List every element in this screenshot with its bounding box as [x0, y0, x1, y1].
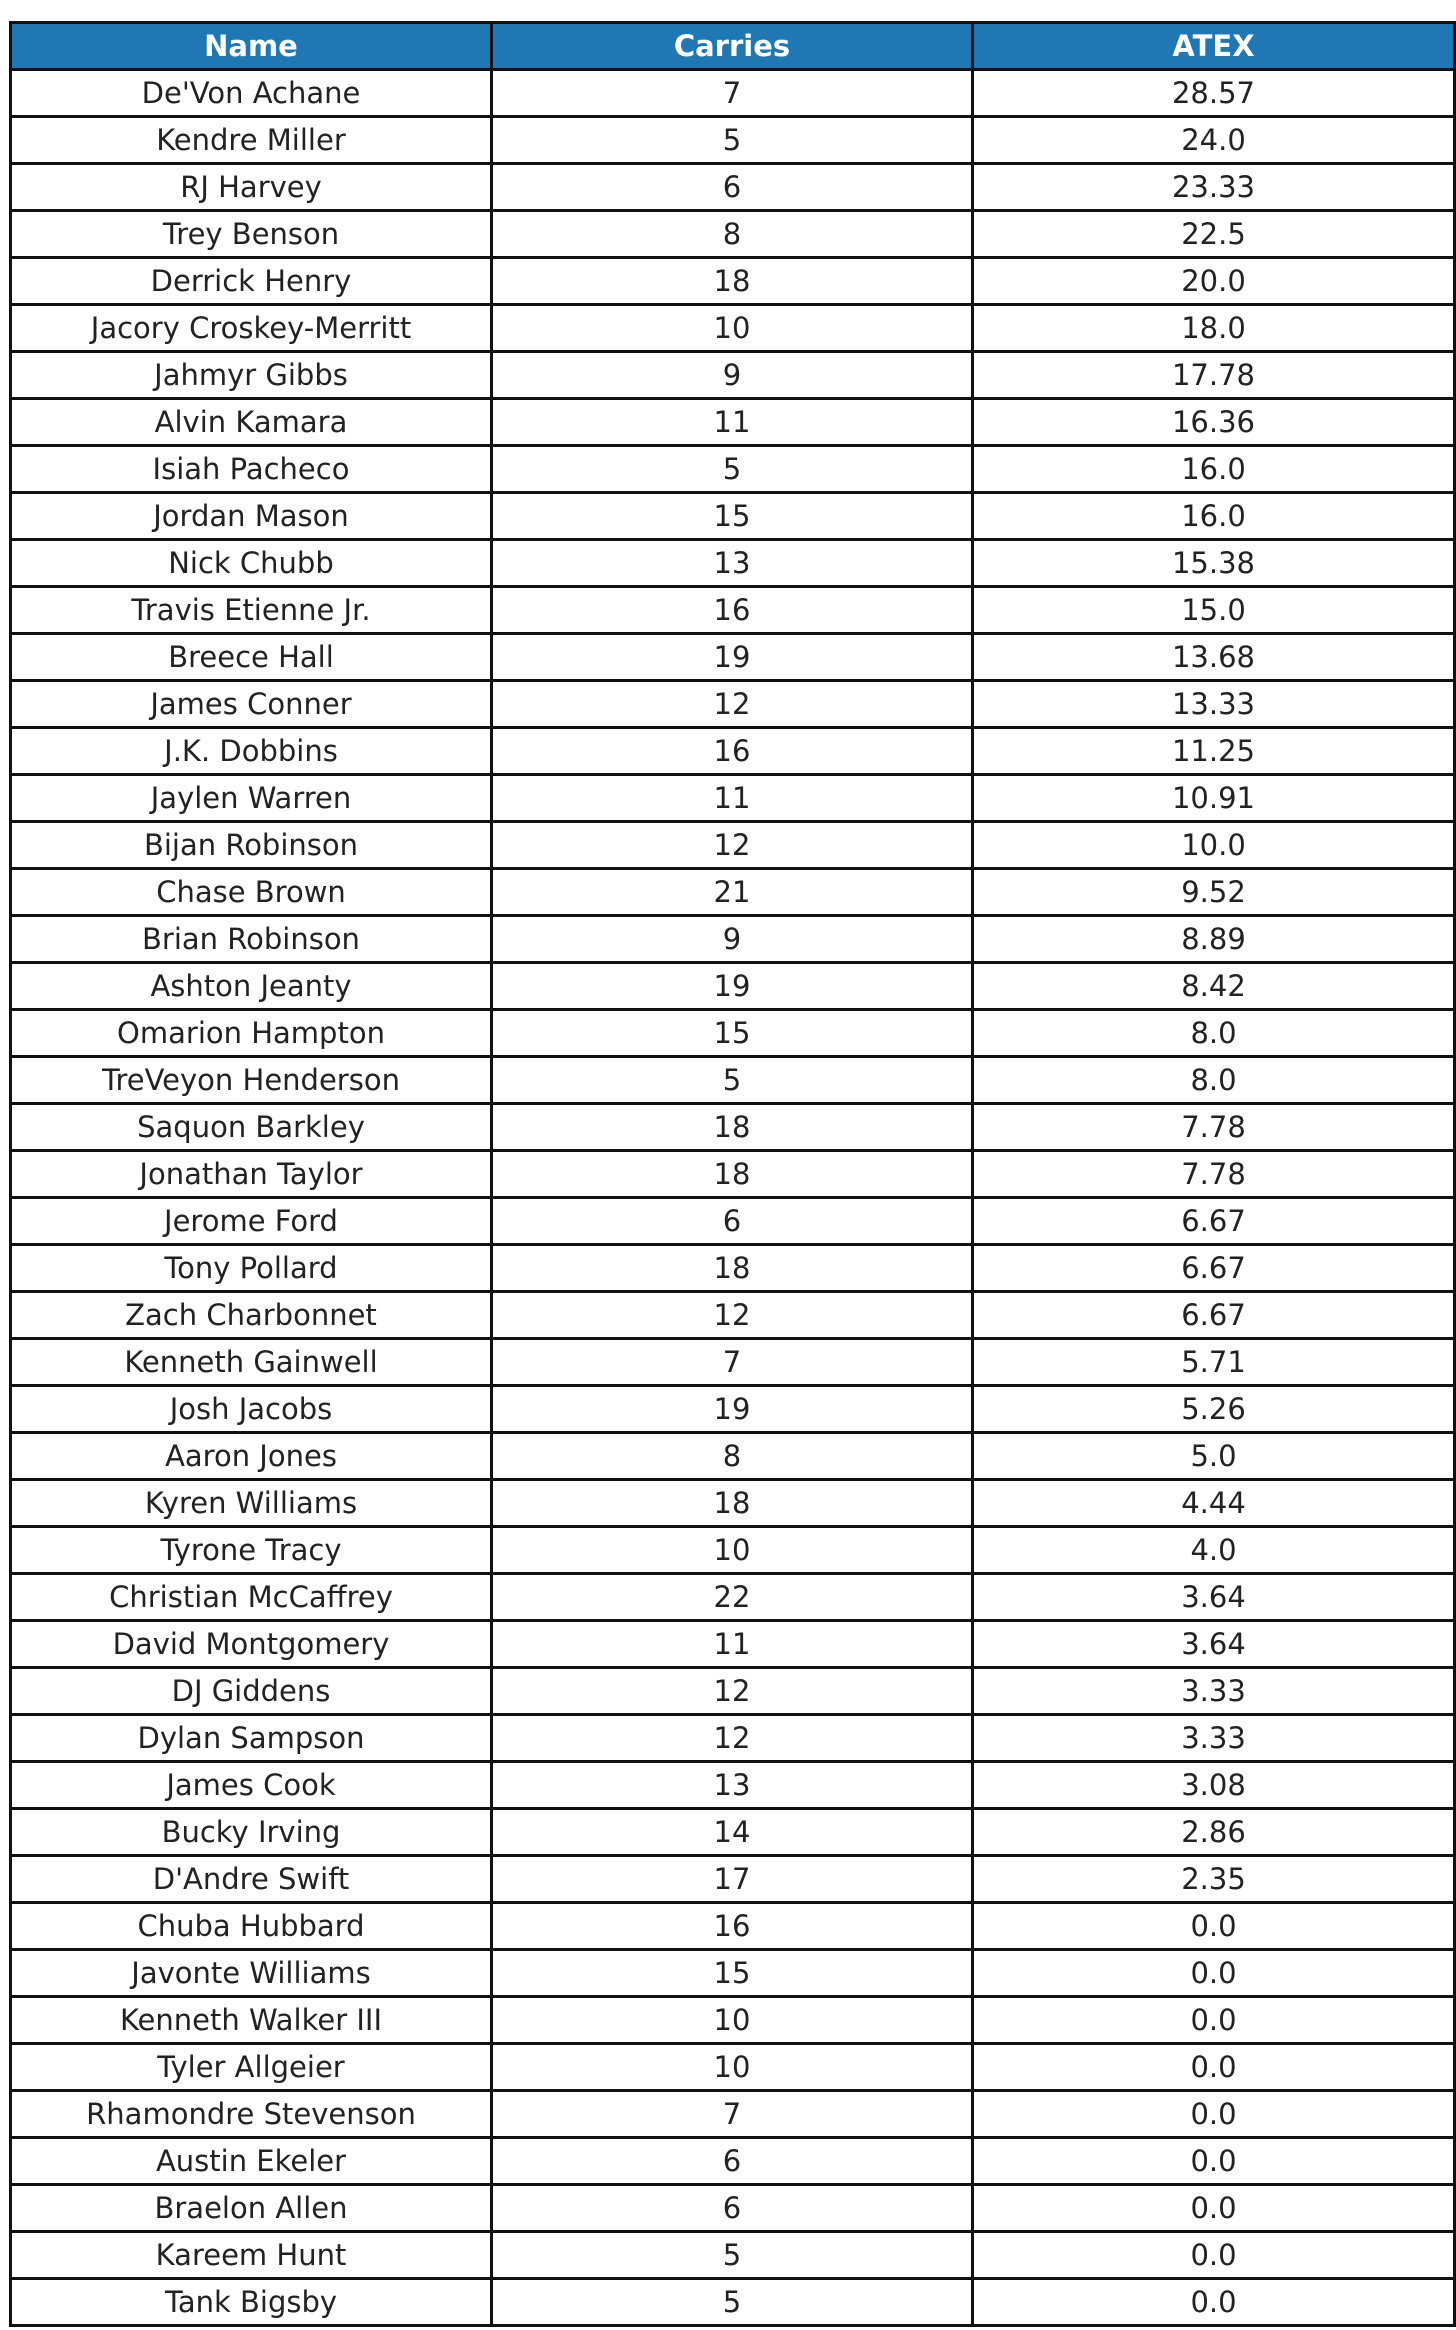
cell-carries: 18 [492, 1151, 973, 1198]
cell-name: RJ Harvey [11, 164, 492, 211]
cell-name: Kendre Miller [11, 117, 492, 164]
cell-atex: 6.67 [973, 1245, 1455, 1292]
cell-carries: 17 [492, 1856, 973, 1903]
cell-name: Kenneth Gainwell [11, 1339, 492, 1386]
table-row [11, 2232, 1455, 2279]
cell-name: Jordan Mason [11, 493, 492, 540]
table-row [11, 822, 1455, 869]
cell-atex: 28.57 [973, 70, 1455, 117]
stats-table [9, 21, 1456, 2327]
table-row [11, 1480, 1455, 1527]
table-row [11, 1997, 1455, 2044]
cell-carries: 16 [492, 1903, 973, 1950]
table-row [11, 634, 1455, 681]
cell-atex: 0.0 [973, 2185, 1455, 2232]
table-header [11, 23, 1455, 70]
cell-name: Chuba Hubbard [11, 1903, 492, 1950]
cell-carries: 12 [492, 1668, 973, 1715]
cell-carries: 7 [492, 70, 973, 117]
cell-atex: 3.64 [973, 1574, 1455, 1621]
cell-name: DJ Giddens [11, 1668, 492, 1715]
cell-name: Brian Robinson [11, 916, 492, 963]
cell-atex: 15.38 [973, 540, 1455, 587]
cell-name: Kareem Hunt [11, 2232, 492, 2279]
table-row [11, 775, 1455, 822]
cell-carries: 19 [492, 963, 973, 1010]
cell-carries: 5 [492, 446, 973, 493]
cell-atex: 0.0 [973, 2138, 1455, 2185]
cell-atex: 8.42 [973, 963, 1455, 1010]
cell-carries: 15 [492, 1010, 973, 1057]
cell-carries: 5 [492, 1057, 973, 1104]
cell-carries: 12 [492, 681, 973, 728]
cell-carries: 21 [492, 869, 973, 916]
table-row [11, 1339, 1455, 1386]
table-row [11, 1386, 1455, 1433]
cell-carries: 12 [492, 1715, 973, 1762]
cell-name: Ashton Jeanty [11, 963, 492, 1010]
table-row [11, 493, 1455, 540]
table-row [11, 117, 1455, 164]
cell-carries: 5 [492, 2279, 973, 2326]
cell-carries: 7 [492, 1339, 973, 1386]
cell-carries: 8 [492, 211, 973, 258]
cell-atex: 6.67 [973, 1292, 1455, 1339]
cell-name: Omarion Hampton [11, 1010, 492, 1057]
cell-carries: 8 [492, 1433, 973, 1480]
cell-carries: 10 [492, 1997, 973, 2044]
cell-name: Jacory Croskey-Merritt [11, 305, 492, 352]
table-row [11, 963, 1455, 1010]
cell-atex: 23.33 [973, 164, 1455, 211]
cell-carries: 13 [492, 1762, 973, 1809]
cell-carries: 18 [492, 1245, 973, 1292]
cell-carries: 19 [492, 634, 973, 681]
cell-atex: 8.0 [973, 1057, 1455, 1104]
table-row [11, 1151, 1455, 1198]
table-row [11, 1057, 1455, 1104]
cell-carries: 11 [492, 775, 973, 822]
cell-name: Tyrone Tracy [11, 1527, 492, 1574]
table-row [11, 540, 1455, 587]
table-row [11, 399, 1455, 446]
table-row [11, 2185, 1455, 2232]
cell-name: James Cook [11, 1762, 492, 1809]
cell-atex: 24.0 [973, 117, 1455, 164]
cell-name: Tank Bigsby [11, 2279, 492, 2326]
table-row [11, 2044, 1455, 2091]
table-row [11, 2279, 1455, 2326]
cell-name: Bucky Irving [11, 1809, 492, 1856]
table-row [11, 211, 1455, 258]
cell-atex: 0.0 [973, 2232, 1455, 2279]
cell-carries: 19 [492, 1386, 973, 1433]
cell-name: D'Andre Swift [11, 1856, 492, 1903]
cell-carries: 16 [492, 587, 973, 634]
cell-atex: 7.78 [973, 1104, 1455, 1151]
table-row [11, 1245, 1455, 1292]
cell-carries: 18 [492, 1480, 973, 1527]
cell-atex: 17.78 [973, 352, 1455, 399]
table-row [11, 1104, 1455, 1151]
cell-atex: 18.0 [973, 305, 1455, 352]
cell-carries: 9 [492, 352, 973, 399]
cell-name: David Montgomery [11, 1621, 492, 1668]
cell-atex: 3.64 [973, 1621, 1455, 1668]
cell-atex: 5.0 [973, 1433, 1455, 1480]
cell-atex: 15.0 [973, 587, 1455, 634]
table-row [11, 1433, 1455, 1480]
table-row [11, 1292, 1455, 1339]
cell-name: Alvin Kamara [11, 399, 492, 446]
table-row [11, 587, 1455, 634]
cell-carries: 6 [492, 2185, 973, 2232]
cell-name: Aaron Jones [11, 1433, 492, 1480]
cell-carries: 5 [492, 117, 973, 164]
cell-carries: 15 [492, 493, 973, 540]
table-row [11, 1715, 1455, 1762]
cell-name: Rhamondre Stevenson [11, 2091, 492, 2138]
cell-atex: 13.68 [973, 634, 1455, 681]
table-row [11, 1903, 1455, 1950]
cell-atex: 0.0 [973, 1903, 1455, 1950]
cell-atex: 0.0 [973, 1950, 1455, 1997]
cell-name: Saquon Barkley [11, 1104, 492, 1151]
table-row [11, 70, 1455, 117]
cell-atex: 10.91 [973, 775, 1455, 822]
cell-atex: 8.0 [973, 1010, 1455, 1057]
table-row [11, 681, 1455, 728]
cell-name: Kyren Williams [11, 1480, 492, 1527]
cell-carries: 6 [492, 164, 973, 211]
cell-atex: 0.0 [973, 1997, 1455, 2044]
cell-carries: 6 [492, 2138, 973, 2185]
table-row [11, 1668, 1455, 1715]
cell-carries: 10 [492, 2044, 973, 2091]
column-header-carries: Carries [492, 23, 973, 70]
table-row [11, 1856, 1455, 1903]
table-row [11, 1010, 1455, 1057]
cell-name: Chase Brown [11, 869, 492, 916]
cell-name: Bijan Robinson [11, 822, 492, 869]
cell-atex: 6.67 [973, 1198, 1455, 1245]
cell-name: Zach Charbonnet [11, 1292, 492, 1339]
cell-carries: 11 [492, 399, 973, 446]
cell-carries: 10 [492, 1527, 973, 1574]
cell-carries: 6 [492, 1198, 973, 1245]
column-header-atex: ATEX [973, 23, 1455, 70]
cell-name: Javonte Williams [11, 1950, 492, 1997]
table-row [11, 1950, 1455, 1997]
cell-atex: 11.25 [973, 728, 1455, 775]
cell-carries: 5 [492, 2232, 973, 2279]
cell-name: Tony Pollard [11, 1245, 492, 1292]
cell-carries: 7 [492, 2091, 973, 2138]
table-row [11, 446, 1455, 493]
cell-carries: 13 [492, 540, 973, 587]
cell-atex: 9.52 [973, 869, 1455, 916]
cell-atex: 2.35 [973, 1856, 1455, 1903]
cell-carries: 12 [492, 1292, 973, 1339]
cell-name: Jerome Ford [11, 1198, 492, 1245]
table-row [11, 2138, 1455, 2185]
cell-name: Breece Hall [11, 634, 492, 681]
cell-name: TreVeyon Henderson [11, 1057, 492, 1104]
cell-name: Braelon Allen [11, 2185, 492, 2232]
table-row [11, 869, 1455, 916]
cell-name: Trey Benson [11, 211, 492, 258]
table-row [11, 1762, 1455, 1809]
cell-carries: 18 [492, 1104, 973, 1151]
cell-carries: 18 [492, 258, 973, 305]
table-row [11, 1574, 1455, 1621]
cell-atex: 5.71 [973, 1339, 1455, 1386]
cell-atex: 3.33 [973, 1715, 1455, 1762]
cell-atex: 4.44 [973, 1480, 1455, 1527]
cell-atex: 5.26 [973, 1386, 1455, 1433]
cell-name: Kenneth Walker III [11, 1997, 492, 2044]
table-row [11, 916, 1455, 963]
table-row [11, 258, 1455, 305]
cell-atex: 0.0 [973, 2091, 1455, 2138]
cell-atex: 16.0 [973, 446, 1455, 493]
cell-carries: 10 [492, 305, 973, 352]
cell-atex: 13.33 [973, 681, 1455, 728]
cell-atex: 20.0 [973, 258, 1455, 305]
cell-name: Nick Chubb [11, 540, 492, 587]
column-header-name: Name [11, 23, 492, 70]
cell-name: Austin Ekeler [11, 2138, 492, 2185]
cell-atex: 7.78 [973, 1151, 1455, 1198]
cell-atex: 4.0 [973, 1527, 1455, 1574]
table-row [11, 1621, 1455, 1668]
cell-carries: 15 [492, 1950, 973, 1997]
table-row [11, 1809, 1455, 1856]
cell-atex: 2.86 [973, 1809, 1455, 1856]
cell-atex: 10.0 [973, 822, 1455, 869]
cell-atex: 3.08 [973, 1762, 1455, 1809]
cell-carries: 14 [492, 1809, 973, 1856]
cell-name: De'Von Achane [11, 70, 492, 117]
table-row [11, 164, 1455, 211]
cell-carries: 22 [492, 1574, 973, 1621]
cell-atex: 0.0 [973, 2279, 1455, 2326]
cell-name: Isiah Pacheco [11, 446, 492, 493]
cell-atex: 3.33 [973, 1668, 1455, 1715]
cell-name: James Conner [11, 681, 492, 728]
table-row [11, 2091, 1455, 2138]
cell-name: Dylan Sampson [11, 1715, 492, 1762]
table-row [11, 305, 1455, 352]
cell-carries: 12 [492, 822, 973, 869]
table-row [11, 352, 1455, 399]
cell-name: Derrick Henry [11, 258, 492, 305]
table-row [11, 728, 1455, 775]
header-row [11, 23, 1455, 70]
cell-carries: 9 [492, 916, 973, 963]
cell-carries: 16 [492, 728, 973, 775]
cell-name: Travis Etienne Jr. [11, 587, 492, 634]
cell-atex: 16.36 [973, 399, 1455, 446]
cell-name: Tyler Allgeier [11, 2044, 492, 2091]
table-row [11, 1198, 1455, 1245]
cell-atex: 8.89 [973, 916, 1455, 963]
cell-name: Josh Jacobs [11, 1386, 492, 1433]
cell-name: Jaylen Warren [11, 775, 492, 822]
cell-carries: 11 [492, 1621, 973, 1668]
cell-name: Jonathan Taylor [11, 1151, 492, 1198]
table-row [11, 1527, 1455, 1574]
cell-name: Jahmyr Gibbs [11, 352, 492, 399]
table-body [11, 70, 1455, 2326]
cell-atex: 16.0 [973, 493, 1455, 540]
cell-atex: 0.0 [973, 2044, 1455, 2091]
cell-name: Christian McCaffrey [11, 1574, 492, 1621]
cell-name: J.K. Dobbins [11, 728, 492, 775]
cell-atex: 22.5 [973, 211, 1455, 258]
